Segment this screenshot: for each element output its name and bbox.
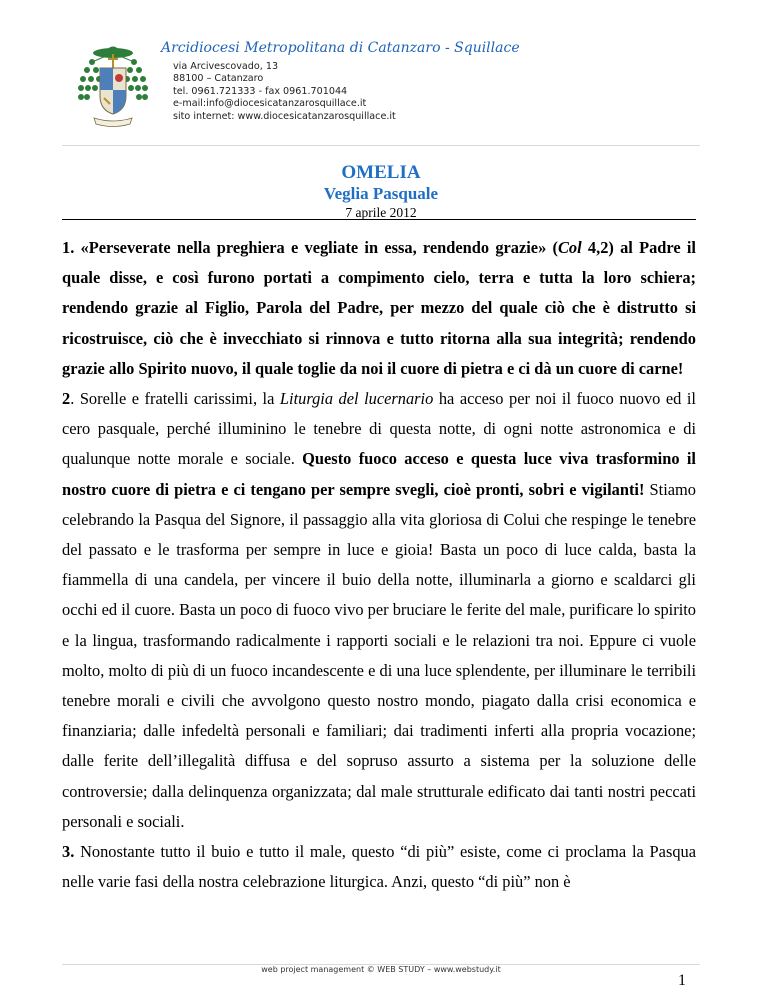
- text-run: ha acceso per noi il fuoco nuovo ed il cero pasquale, perché illuminino le tenebre di questa notte, di ogni notte astronomica e di qualunque notte morale e sociale.: [62, 389, 696, 469]
- paragraph-number: 2: [62, 389, 71, 409]
- title-divider: [62, 219, 696, 220]
- letterhead: [62, 38, 722, 138]
- text-run: Stiamo celebrando la Pasqua del Signore, il passaggio alla vita gloriosa di Colui che respinge le tenebre del passato e le trasforma per sempre in luce e gioia! Basta un poco di luce calda, basta la fiammella di una candela, per vincere il buio della notte, illuminarla a giorno e scaldarci gli occhi ed il cuore. Basta un poco di fuoco vivo per bruciare le ferite del male, purificare lo spirito e la lingua, trasformando radicalmente i rapporti sociali e le relazioni tra noi. Eppure ci vuole molto, molto di più di un fuoco incandescente e di una luce splendente, per illuminare le terribili tenebre morali e civili che avvolgono questo nostro mondo, piagato dalla crisi economica e finanziaria; dalle infedeltà personali e familiari; dai tradimenti inferti alla propria vocazione; dalle ferite dell’illegalità diffusa e del sopruso assurto a sistema per la soluzione delle controversie; dalla delinquenza organizzata; dal male strutturale edificato dai tanti nostri peccati personali e sociali.: [62, 479, 696, 831]
- text-run: Nonostante tutto il buio e tutto il male, questo “di più” esiste, come ci proclama la Pasqua nelle varie fasi della nostra celebrazione liturgica. Anzi, questo “di più” non è: [62, 842, 696, 892]
- address-street: via Arcivescovado, 13: [173, 61, 279, 72]
- coat-of-arms-icon: [76, 40, 150, 132]
- footer-credit: web project management © WEB STUDY – www.webstudy.it: [261, 965, 501, 974]
- homily-text: [62, 233, 696, 897]
- address-city: 88100 – Catanzaro: [173, 73, 264, 85]
- email: e-mail:info@diocesicatanzarosquillace.it: [173, 98, 367, 110]
- document-date: 7 aprile 2012: [345, 205, 417, 220]
- diocese-name: Arcidiocesi Metropolitana di Catanzaro - Squillace: [161, 40, 520, 56]
- website: sito internet: www.diocesicatanzarosquillace.it: [173, 110, 396, 122]
- document-title: OMELIA: [341, 162, 421, 183]
- paragraph-1: [62, 233, 696, 384]
- paragraph-3: [62, 837, 696, 897]
- liturgy-name: Liturgia del lucernario: [279, 389, 434, 409]
- emphasis-text: Questo fuoco acceso e questa luce viva trasformino il nostro cuore di pietra e ci tengano per sempre svegli, cioè pronti, sobri e vigilanti!: [62, 449, 696, 499]
- paragraph-number: 1.: [62, 238, 75, 257]
- text-run: . Sorelle e fratelli carissimi, la: [70, 389, 280, 409]
- phone-fax: tel. 0961.721333 - fax 0961.701044: [173, 85, 348, 97]
- header-divider: [62, 145, 700, 146]
- text-run: 4,2) al Padre il quale disse, e così furono portati a compimento cielo, terra e tutta la loro schiera; rendendo grazie al Figlio, Parola del Padre, per mezzo del quale ciò che è distrutto si ricostruisce, ciò che è invecchiato si rinnova e tutto ritorna alla sua integrità; rendendo grazie allo Spirito nuovo, il quale toglie da noi il cuore di pietra e ci dà un cuore di carne!: [62, 238, 696, 378]
- document-subtitle: Veglia Pasquale: [323, 184, 439, 203]
- paragraph-number: 3.: [62, 842, 75, 862]
- text-run: «Perseverate nella preghiera e vegliate in essa, rendendo grazie» (: [80, 238, 558, 257]
- page-number: 1: [678, 972, 686, 989]
- contact-block: [173, 61, 396, 123]
- paragraph-2: [62, 384, 696, 837]
- scripture-citation: Col: [557, 238, 582, 257]
